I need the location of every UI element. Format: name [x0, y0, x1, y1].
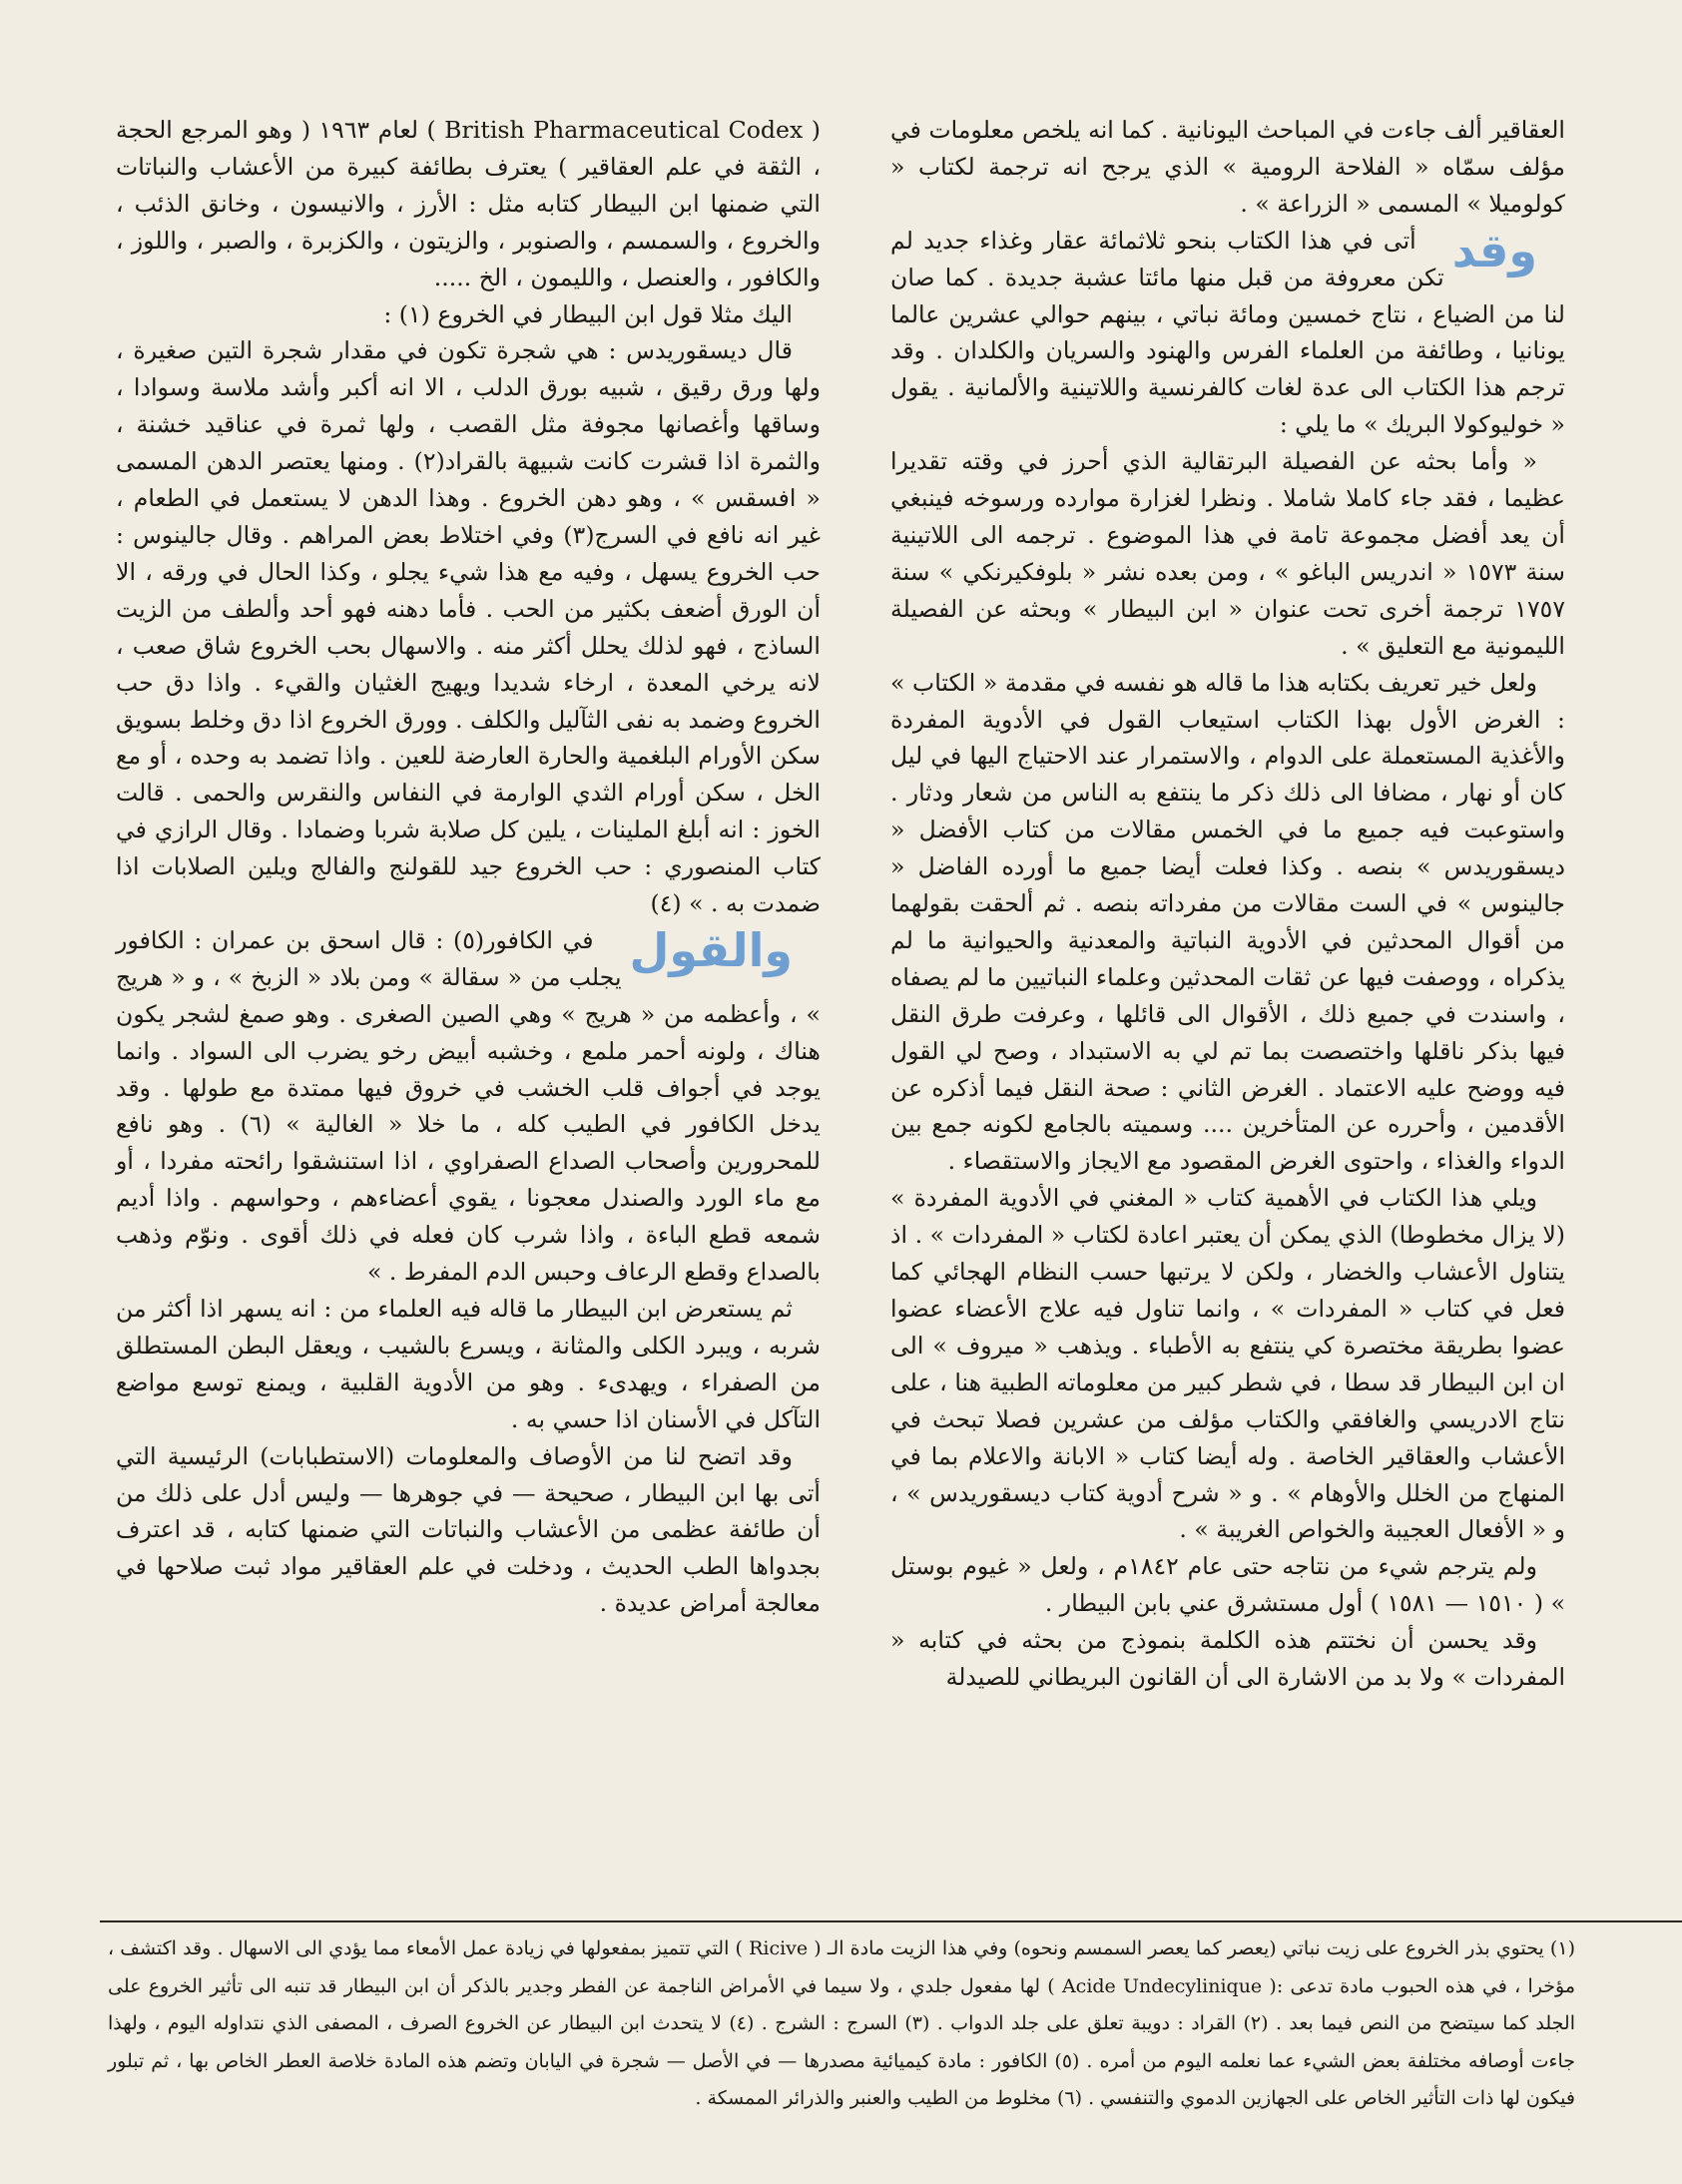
paragraph-with-initial	[890, 223, 1565, 443]
paragraph: وقد يحسن أن نختتم هذه الكلمة بنموذج من بحثه في كتابه « المفردات » ولا بد من الاشارة الى أن القانون البريطاني للصيدلة	[890, 1626, 1565, 1692]
paragraph: وقد اتضح لنا من الأوصاف والمعلومات (الاستطبابات) الرئيسية التي أتى بها ابن البيطار ، صحيحة — في جوهرها — وليس أدل على ذلك من أن طائفة عظمى من الأعشاب والنباتات التي ضمنها كتابه ، قد اعترف بجدواها الطب الحديث ، ودخلت في علم العقاقير مواد ثبت صلاحها في معالجة أمراض عديدة .	[116, 1441, 821, 1618]
paragraph: ولعل خير تعريف بكتابه هذا ما قاله هو نفسه في مقدمة « الكتاب » : الغرض الأول بهذا الكتاب استيعاب القول في الأدوية المفردة والأغذية المستعملة على الدوام ، والاستمرار عند الاحتياج اليها في ليل كان أو نهار ، مضافا الى ذلك ذكر ما ينتفع به الناس من شعار ودثار . واستوعبت فيه جميع ما في الخمس مقالات من كتاب الأفضل « ديسقوريدس » بنصه . وكذا فعلت أيضا جميع ما أورده الفاضل « جالينوس » في الست مقالات من مفرداته بنصه . ثم ألحقت بقولهما من أقوال المحدثين في الأدوية النباتية والمعدنية والحيوانية ما لم يذكراه ، ووصفت فيها عن ثقات المحدثين وعلماء النباتيين ما لم يصفاه ، واسندت في جميع ذلك ، الأقوال الى قائلها ، وعرفت طرق النقل فيها بذكر ناقلها واختصصت بما تم لي به الاستبداد ، وصح لي القول فيه ووضح عليه الاعتماد . الغرض الثاني : صحة النقل فيما أذكره عن الأقدمين ، وأحرره عن المتأخرين .... وسميته بالجامع لكونه جمع بين الدواء والغذاء ، واحتوى الغرض المقصود مع الايجاز والاستقصاء .	[890, 668, 1565, 1176]
paragraph-rest: تكن معروفة من قبل منها مائتا عشبة جديدة . كما صان لنا من الضياع ، نتاج خمسين ومائة نباتي ، بينهم حوالي عشرين عالما يونانيا ، وطائفة من العلماء الفرس والهنود والسريان والكلدان . وقد ترجم هذا الكتاب الى عدة لغات كالفرنسية واللاتينية والألمانية . يقول « خوليوكولا البريك » ما يلي :	[890, 263, 1565, 439]
paragraph: « وأما بحثه عن الفصيلة البرتقالية الذي أحرز في وقته تقديرا عظيما ، فقد جاء كاملا شاملا . ونظرا لغزارة موارده ورسوخه فينبغي أن يعد أفضل مجموعة تامة في هذا الموضوع . ترجمه الى اللاتينية سنة ١٥٧٣ « اندريس الباغو » ، ومن بعده نشر « بلوفكيرنكي » سنة ١٧٥٧ ترجمة أخرى تحت عنوان « ابن البيطار » وبحثه عن الفصيلة الليمونية مع التعليق » .	[890, 447, 1565, 660]
footnote-text: (١) يحتوي بذر الخروع على زيت نباتي (يعصر كما يعصر السمسم ونحوه) وفي هذا الزيت مادة الـ ( Ricive ) التي تتميز بمفعولها في زيادة عمل الأمعاء مما يؤدي الى الاسهال . وقد اكتشف ، مؤخرا ، في هذه الحبوب مادة تدعى :( Acide Undecylinique ) لها مفعول جلدي ، ولا سيما في الأمراض الناجمة عن الفطر وجدير بالذكر أن ابن البيطار قد تنبه الى تأثير الخروع على الجلد كما سيتضح من النص فيما بعد . (٢) القراد : دويبة تعلق على جلد الدواب . (٣) السرج : الشرج . (٤) لا يتحدث ابن البيطار عن الخروع الصرف ، المصفى الذي نتداوله اليوم ، ولهذا جاءت أوصافه مختلفة بعض الشيء عما نعلمه اليوم من أمره . (٥) الكافور : مادة كيميائية مصدرها — في الأصل — شجرة في اليابان وتضم هذه المادة خلاصة العطر الخاص بها ، ثم تبلور فيكون لها ذات التأثير الخاص على الجهازين الدموي والتنفسي . (٦) مخلوط من الطيب والعنبر والذرائر الممسكة .	[108, 1937, 1576, 2109]
paragraph: اليك مثلا قول ابن البيطار في الخروع (١) :	[383, 299, 793, 328]
paragraph: العقاقير ألف جاءت في المباحث اليونانية . كما انه يلخص معلومات في مؤلف سمّاه « الفلاحة الرومية » الذي يرجح انه ترجمة لكتاب « كولوميلا » المسمى « الزراعة » .	[890, 116, 1565, 218]
footnote-divider	[100, 1920, 1682, 1922]
paragraph-with-initial	[116, 922, 821, 1291]
paragraph: ويلي هذا الكتاب في الأهمية كتاب « المغني في الأدوية المفردة » (لا يزال مخطوطا) الذي يمكن أن يعتبر اعادة لكتاب « المفردات » . اذ يتناول الأعشاب والخضار ، ولكن لا يرتبها حسب النظام الهجائي كما فعل في كتاب « المفردات » ، وانما تناول فيه علاج الأعضاء عضوا عضوا بطريقة مختصرة كي ينتفع به الأطباء . ويذهب « ميروف » الى ان ابن البيطار قد سطا ، في شطر كبير من معلوماته الطبية هنا ، على نتاج الادريسي والغافقي والكتاب مؤلف من عشرين فصلا تبحث في الأعشاب والعقاقير الخاصة . وله أيضا كتاب « الابانة والاعلام بما في المنهاج من الخلل والأوهام » . و « شرح أدوية كتاب ديسقوريدس » ، و « الأفعال العجيبة والخواص الغريبة » .	[890, 1184, 1565, 1544]
initial-cap: وقد	[1451, 223, 1537, 277]
left-column	[116, 112, 821, 1622]
paragraph-rest: من « سقالة » ومن بلاد « الزبخ » ، و « هريج » ، وأعظمه من « هريج » وهي الصين الصغرى . وهو صمغ لشجر يكون هناك ، ولونه أحمر ملمع ، وخشبه أبيض رخو يضرب الى السواد . وانما يوجد في أجواف قلب الخشب في خروق فيها ممتدة مع طولها . وقد يدخل الكافور في الطيب كله ، ما خلا « الغالية » (٦) . وهو نافع للمحرورين وأصحاب الصداع الصفراوي ، اذا استنشقوا رائحته مفردا ، أو مع ماء الورد والصندل معجونا ، يقوي أعضاءهم ، وحواسهم . واذا أديم شمعه قطع الباءة ، واذا شرب كان فعله في ذلك أقوى . ونوّم وذهب بالصداع وقطع الرعاف وحبس الدم المفرط . »	[116, 962, 822, 1287]
paragraph: ( British Pharmaceutical Codex ) لعام ١٩٦٣ ( وهو المرجع الحجة ، الثقة في علم العقاقير ) يعترف بطائفة كبيرة من الأعشاب والنباتات التي ضمنها ابن البيطار كتابه مثل : الأرز ، والانيسون ، وخانق الذئب ، والخروع ، والسمسم ، والصنوبر ، والزيتون ، والكزبرة ، والصبر ، واللوز ، والكافور ، والعنصل ، والليمون ، الخ .....	[116, 116, 821, 291]
right-column	[890, 112, 1565, 1696]
initial-cap: والقول	[629, 922, 793, 977]
paragraph-lead: أتى في هذا الكتاب بنحو ثلاثمائة عقار وغذاء جديد لم	[890, 226, 1416, 255]
footnotes	[108, 1930, 1575, 2118]
paragraph: ثم يستعرض ابن البيطار ما قاله فيه العلماء من : انه يسهر اذا أكثر من شربه ، ويبرد الكلى والمثانة ، ويسرع بالشيب ، ويعقل البطن المستطلق من الصفراء ، ويهدىء . وهو من الأدوية القلبية ، ويمنع توسع مواضع التآكل في الأسنان اذا حسي به .	[116, 1295, 821, 1433]
paragraph: قال ديسقوريدس : هي شجرة تكون في مقدار شجرة التين صغيرة ، ولها ورق رقيق ، شبيه بورق الدلب ، الا انه أكبر وأشد ملاسة وسوادا ، وساقها وأغصانها مجوفة مثل القصب ، ولها ثمرة في عناقيد خشنة ، والثمرة اذا قشرت كانت شبيهة بالقراد(٢) . ومنها يعتصر الدهن المسمى « افسقس » ، وهو دهن الخروع . وهذا الدهن لا يستعمل في الطعام ، غير انه نافع في السرج(٣) وفي اختلاط بعض المراهم . وقال جالينوس : حب الخروع يسهل ، وفيه مع هذا شيء يجلو ، وكذا الحال في ورقه ، الا أن الورق أضعف بكثير من الحب . فأما دهنه فهو أحد وألطف من الزيت الساذج ، فهو لذلك يحلل أكثر منه . والاسهال بحب الخروع شاق صعب ، لانه يرخي المعدة ، ارخاء شديدا ويهيج الغثيان والقيء . واذا دق حب الخروع وضمد به نفى الثآليل والكلف . وورق الخروع اذا دق وخلط بسويق سكن الأورام البلغمية والحارة العارضة للعين . واذا تضمد به وحده ، أو مع الخل ، سكن أورام الثدي الوارمة في النفاس والنقرس والحمى . قالت الخوز : انه أبلغ الملينات ، يلين كل صلابة شربا وضمادا . وقال الرازي في كتاب المنصوري : حب الخروع جيد للقولنج والفالج ويلين الصلابات اذا ضمدت به . » (٤)	[116, 336, 821, 918]
paragraph: ولم يترجم شيء من نتاجه حتى عام ١٨٤٢م ، ولعل « غيوم بوستل » ( ١٥١٠ — ١٥٨١ ) أول مستشرق عني بابن البيطار .	[890, 1552, 1565, 1618]
paragraph-lead: في الكافور(٥) : قال اسحق بن عمران : الكافور يجلب	[116, 925, 622, 991]
